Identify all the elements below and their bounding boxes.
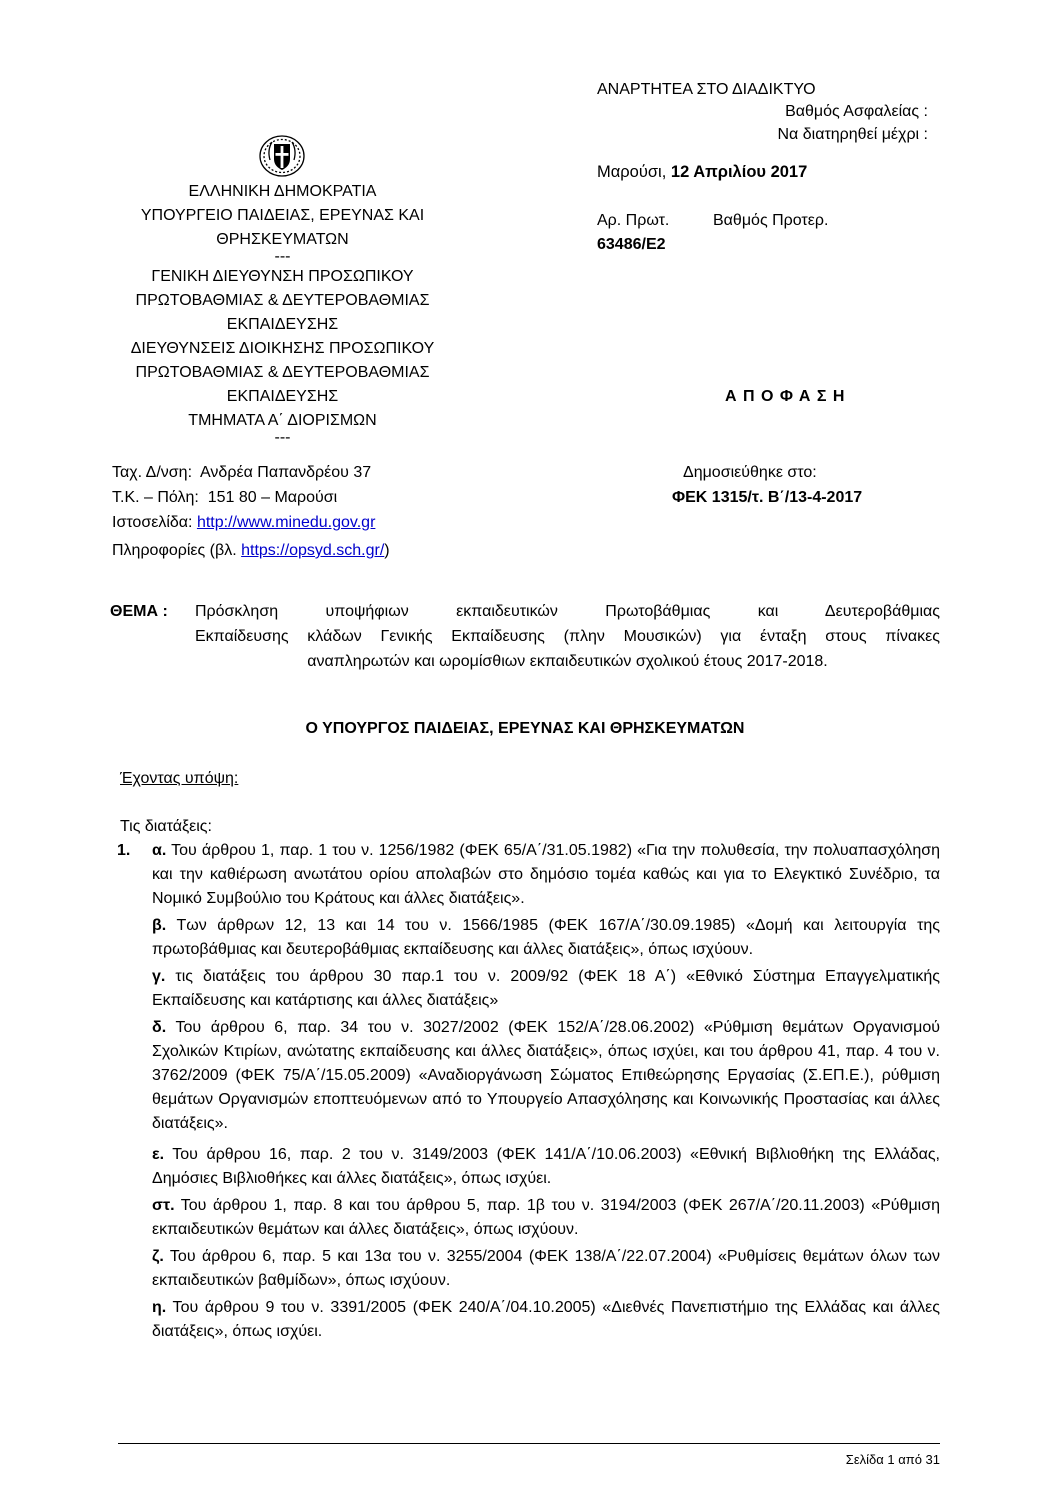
authority-line: ΘΡΗΣΚΕΥΜΑΤΩΝ bbox=[216, 231, 349, 248]
clause-item bbox=[152, 1245, 940, 1293]
info-close: ) bbox=[384, 542, 390, 559]
clause-item bbox=[152, 1143, 940, 1191]
published-label: Δημοσιεύθηκε στο: bbox=[683, 464, 817, 481]
website-line bbox=[112, 511, 375, 535]
authority-line: ΔΙΕΥΘΥΝΣΕΙΣ ΔΙΟΙΚΗΣΗΣ ΠΡΟΣΩΠΙΚΟΥ bbox=[130, 340, 435, 357]
subject-line: Εκπαίδευσης κλάδων Γενικής Εκπαίδευσης (πλην Μουσικών) για ένταξη στους πίνακες bbox=[195, 628, 940, 645]
clause-text: Των άρθρων 12, 13 και 14 του ν. 1566/1985 (ΦΕΚ 167/Α΄/30.09.1985) «Δομή και λειτουργία της πρωτοβάθμιας και δευτεροβάθμιας εκπαίδευσης και άλλες διατάξεις», όπως ισχύουν. bbox=[152, 917, 940, 958]
postal-line bbox=[112, 486, 337, 510]
clause-text: Του άρθρου 1, παρ. 8 και του άρθρου 5, παρ. 1β του ν. 3194/2003 (ΦΕΚ 267/Α΄/20.11.2003) «Ρύθμιση εκπαιδευτικών θεμάτων και άλλες διατάξεις», όπως ισχύουν. bbox=[152, 1197, 940, 1238]
clause-item bbox=[152, 839, 940, 911]
subject-block bbox=[110, 600, 940, 680]
footer-divider bbox=[118, 1443, 940, 1444]
date-line bbox=[597, 160, 807, 184]
clause-text: Του άρθρου 6, παρ. 5 και 13α του ν. 3255/2004 (ΦΕΚ 138/Α΄/22.07.2004) «Ρυθμίσεις θεμάτων όλων των εκπαιδευτικών βαθμίδων», όπως ισχύουν. bbox=[152, 1248, 940, 1289]
published-reference: ΦΕΚ 1315/τ. Β΄/13-4-2017 bbox=[672, 489, 863, 506]
keep-until-label: Να διατηρηθεί μέχρι : bbox=[777, 126, 928, 143]
clause-number: 1. bbox=[117, 842, 131, 859]
clause-key: ζ. bbox=[152, 1248, 164, 1265]
clause-key: γ. bbox=[152, 968, 166, 985]
minister-heading: Ο ΥΠΟΥΡΓΟΣ ΠΑΙΔΕΙΑΣ, ΕΡΕΥΝΑΣ ΚΑΙ ΘΡΗΣΚΕΥΜΑΤΩΝ bbox=[305, 720, 745, 737]
info-line bbox=[112, 539, 390, 563]
clause-key: η. bbox=[152, 1299, 167, 1316]
website-link[interactable]: http://www.minedu.gov.gr bbox=[196, 514, 376, 531]
posting-notice: ΑΝΑΡΤΗΤΕΑ ΣΤΟ ΔΙΑΔΙΚΤΥΟ bbox=[597, 81, 816, 98]
info-label: Πληροφορίες (βλ. bbox=[112, 542, 237, 559]
document-date: 12 Απριλίου 2017 bbox=[670, 163, 808, 181]
address-line bbox=[112, 461, 371, 485]
clause-key: β. bbox=[152, 917, 167, 934]
authority-line: ΕΛΛΗΝΙΚΗ ΔΗΜΟΚΡΑΤΙΑ bbox=[188, 183, 377, 200]
authority-line: ΤΜΗΜΑΤΑ Α΄ ΔΙΟΡΙΣΜΩΝ bbox=[188, 412, 377, 429]
clause-text: Του άρθρου 9 του ν. 3391/2005 (ΦΕΚ 240/Α΄/04.10.2005) «Διεθνές Πανεπιστήμιο της Ελλάδας και άλλες διατάξεις», όπως ισχύει. bbox=[152, 1299, 940, 1340]
authority-line: ΓΕΝΙΚΗ ΔΙΕΥΘΥΝΣΗ ΠΡΟΣΩΠΙΚΟΥ bbox=[151, 268, 414, 285]
authority-line: ΕΚΠΑΙΔΕΥΣΗΣ bbox=[226, 316, 339, 333]
separator: --- bbox=[274, 248, 291, 265]
clause-key: στ. bbox=[152, 1197, 175, 1214]
place-text: Μαρούσι, bbox=[597, 163, 671, 181]
protocol-label: Αρ. Πρωτ. bbox=[597, 212, 670, 229]
page-number: Σελίδα 1 από 31 bbox=[845, 1452, 940, 1467]
priority-label: Βαθμός Προτερ. bbox=[713, 212, 829, 229]
considering-heading: Έχοντας υπόψη: bbox=[120, 770, 239, 787]
subject-line: Πρόσκληση υποψήφιων εκπαιδευτικών Πρωτοβάθμιας και Δευτεροβάθμιας bbox=[195, 603, 940, 620]
address-label: Ταχ. Δ/νση: bbox=[112, 464, 193, 481]
protocol-number: 63486/Ε2 bbox=[597, 236, 666, 253]
subject-line: αναπληρωτών και ωρομίσθιων εκπαιδευτικών σχολικού έτους 2017-2018. bbox=[307, 653, 828, 670]
clause-item bbox=[152, 1296, 940, 1344]
clause-item bbox=[152, 1016, 940, 1136]
clause-item bbox=[152, 965, 940, 1013]
clause-item bbox=[152, 1194, 940, 1242]
authority-line: ΠΡΩΤΟΒΑΘΜΙΑΣ & ΔΕΥΤΕΡΟΒΑΘΜΙΑΣ bbox=[135, 364, 430, 381]
postal-label: Τ.Κ. – Πόλη: bbox=[112, 489, 199, 506]
security-level-label: Βαθμός Ασφαλείας : bbox=[785, 103, 928, 120]
separator: --- bbox=[274, 429, 291, 446]
issuing-authority bbox=[110, 180, 455, 446]
authority-line: ΕΚΠΑΙΔΕΥΣΗΣ bbox=[226, 388, 339, 405]
address-value: Ανδρέα Παπανδρέου 37 bbox=[200, 464, 372, 481]
greek-coat-of-arms-icon bbox=[257, 133, 307, 179]
clause-item bbox=[152, 914, 940, 962]
postal-value: 151 80 – Μαρούσι bbox=[207, 489, 338, 506]
clause-key: δ. bbox=[152, 1019, 167, 1036]
clause-key: α. bbox=[152, 842, 167, 859]
clause-text: τις διατάξεις του άρθρου 30 παρ.1 του ν. 2009/92 (ΦΕΚ 18 Α΄) «Εθνικό Σύστημα Επαγγελματικής Εκπαίδευσης και κατάρτισης και άλλες διατάξεις» bbox=[152, 968, 940, 1009]
clause-text: Του άρθρου 6, παρ. 34 του ν. 3027/2002 (ΦΕΚ 152/Α΄/28.06.2002) «Ρύθμιση θεμάτων Οργανισμού Σχολικών Κτιρίων, ανώτατης εκπαίδευσης και άλλες διατάξεις», όπως ισχύει, και του άρθρου 41, παρ. 4 του ν. 3762/2009 (ΦΕΚ 75/Α΄/15.05.2009) «Αναδιοργάνωση Σώματος Επιθεώρησης Εργασίας (Σ.ΕΠ.Ε.), ρύθμιση θεμάτων Οργανισμών εποπτευόμενων από το Υπουργείο Απασχόλησης και Κοινωνικής Προστασίας και άλλες διατάξεις». bbox=[152, 1019, 940, 1132]
decision-title: Α Π Ο Φ Α Σ Η bbox=[725, 388, 846, 405]
website-label: Ιστοσελίδα: bbox=[112, 514, 193, 531]
clause-key: ε. bbox=[152, 1146, 165, 1163]
info-link[interactable]: https://opsyd.sch.gr/ bbox=[241, 542, 385, 559]
authority-line: ΠΡΩΤΟΒΑΘΜΙΑΣ & ΔΕΥΤΕΡΟΒΑΘΜΙΑΣ bbox=[135, 292, 430, 309]
provisions-heading: Τις διατάξεις: bbox=[120, 818, 212, 835]
clause-text: Του άρθρου 1, παρ. 1 του ν. 1256/1982 (ΦΕΚ 65/Α΄/31.05.1982) «Για την πολυθεσία, την πολυαπασχόληση και την καθιέρωση ανωτάτου ορίου απολαβών στο δημόσιο τομέα καθώς και για το Ελεγκτικό Συνέδριο, τα Νομικό Συμβούλιο του Κράτους και άλλες διατάξεις». bbox=[152, 842, 940, 907]
authority-line: ΥΠΟΥΡΓΕΙΟ ΠΑΙΔΕΙΑΣ, ΕΡΕΥΝΑΣ ΚΑΙ bbox=[140, 207, 425, 224]
clause-text: Του άρθρου 16, παρ. 2 του ν. 3149/2003 (ΦΕΚ 141/Α΄/10.06.2003) «Εθνική Βιβλιοθήκη της Ελλάδας, Δημόσιες Βιβλιοθήκες και άλλες διατάξεις», όπως ισχύει. bbox=[152, 1146, 940, 1187]
subject-label: ΘΕΜΑ : bbox=[110, 603, 168, 620]
